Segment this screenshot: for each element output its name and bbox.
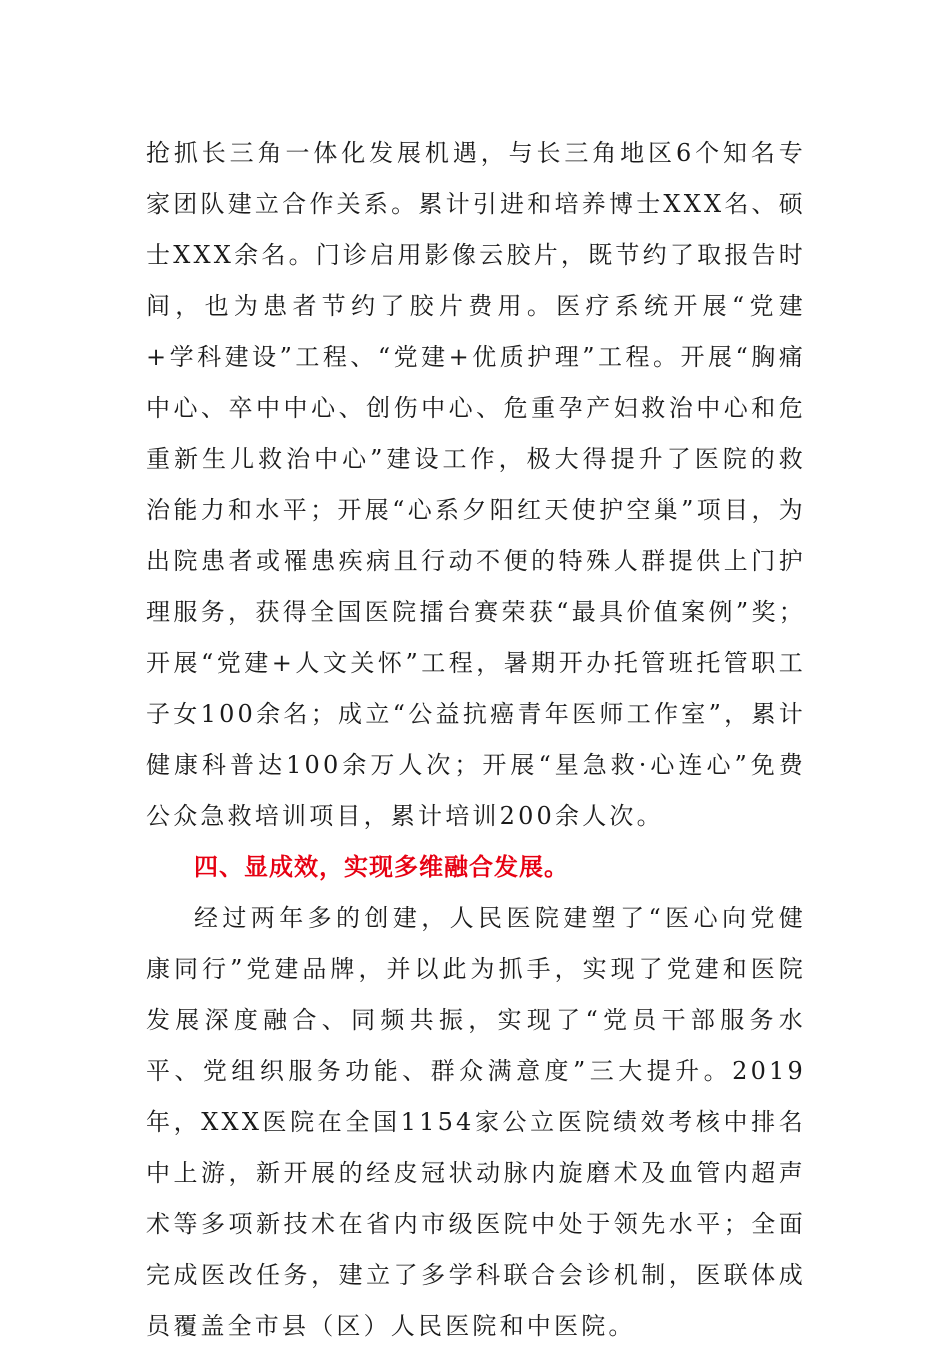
document-body [146, 128, 806, 1352]
section-heading: 四、显成效，实现多维融合发展。 [194, 853, 569, 881]
body-paragraph-2: 经过两年多的创建，人民医院建塑了“医心向党健康同行”党建品牌，并以此为抓手，实现了党建和医院发展深度融合、同频共振，实现了“党员干部服务水平、党组织服务功能、群众满意度”三大提升。2019年，XXX医院在全国1154家公立医院绩效考核中排名中上游，新开展的经皮冠状动脉内旋磨术及血管内超声术等多项新技术在省内市级医院中处于领先水平；全面完成医改任务，建立了多学科联合会诊机制，医联体成员覆盖全市县（区）人民医院和中医院。 [146, 904, 806, 1340]
body-paragraph-1: 抢抓长三角一体化发展机遇，与长三角地区6个知名专家团队建立合作关系。累计引进和培养博士XXX名、硕士XXX余名。门诊启用影像云胶片，既节约了取报告时间，也为患者节约了胶片费用。医疗系统开展“党建+学科建设”工程、“党建+优质护理”工程。开展“胸痛中心、卒中中心、创伤中心、危重孕产妇救治中心和危重新生儿救治中心”建设工作，极大得提升了医院的救治能力和水平；开展“心系夕阳红天使护空巢”项目，为出院患者或罹患疾病且行动不便的特殊人群提供上门护理服务，获得全国医院擂台赛荣获“最具价值案例”奖；开展“党建+人文关怀”工程，暑期开办托管班托管职工子女100余名；成立“公益抗癌青年医师工作室”，累计健康科普达100余万人次；开展“星急救·心连心”免费公众急救培训项目，累计培训200余人次。 [146, 139, 806, 830]
